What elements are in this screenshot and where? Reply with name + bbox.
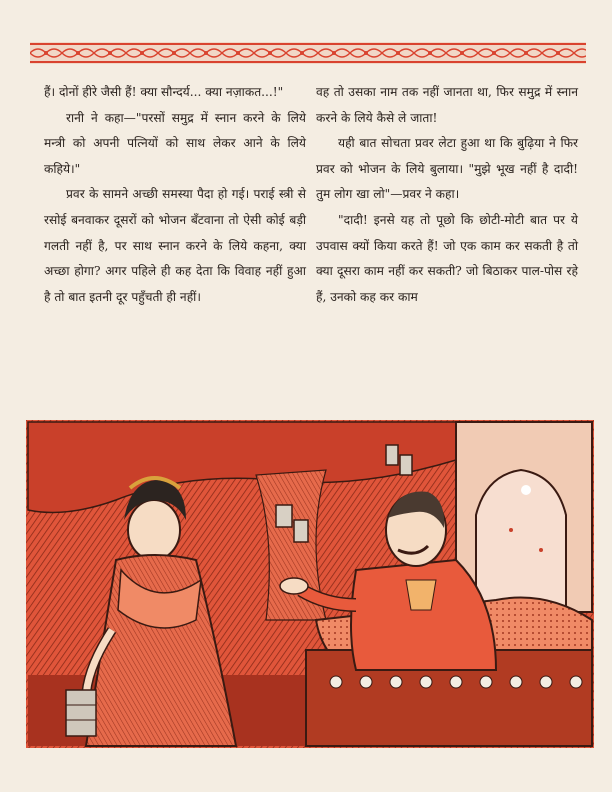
paragraph: प्रवर के सामने अच्छी समस्या पैदा हो गई। पराई स्त्री से रसोई बनवाकर दूसरों को भोजन बँटवाना तो ऐसी कोई बड़ी गलती नहीं है, पर साथ स्नान करने के लिये कहना, क्या अच्छा होगा? अगर पहिले ही कह देता कि विवाह नहीं हुआ है तो बात इतनी दूर पहुँचती ही नहीं। [44,187,306,304]
story-illustration [26,420,594,748]
paragraph: यही बात सोचता प्रवर लेटा हुआ था कि बुढ़िया ने फिर प्रवर को भोजन के लिये बुलाया। "मुझे भूख नहीं है दादी! तुम लोग खा लो"—प्रवर ने कहा। [316,136,578,202]
paragraph: "दादी! इनसे यह तो पूछो कि छोटी-मोटी बात पर ये उपवास क्यों किया करते हैं! जो एक काम कर सकती है तो क्या दूसरा काम नहीं कर सकती? जो बिठाकर पाल-पोस रहे हैं, उनको कह कर काम [316,212,578,304]
paragraph: हैं। दोनों हीरे जैसी हैं! क्या सौन्दर्य... क्या नज़ाकत...!" [44,85,284,99]
text-column-left [44,80,306,310]
paragraph: रानी ने कहा—"परसों समुद्र में स्नान करने के लिये मन्त्री को अपनी पत्नियों को साथ लेकर आने के लिये कहिये।" [44,110,306,176]
text-column-right [316,80,578,310]
decorative-border [30,42,586,64]
paragraph: वह तो उसका नाम तक नहीं जानता था, फिर समुद्र में स्नान करने के लिये कैसे ले जाता! [316,85,578,125]
